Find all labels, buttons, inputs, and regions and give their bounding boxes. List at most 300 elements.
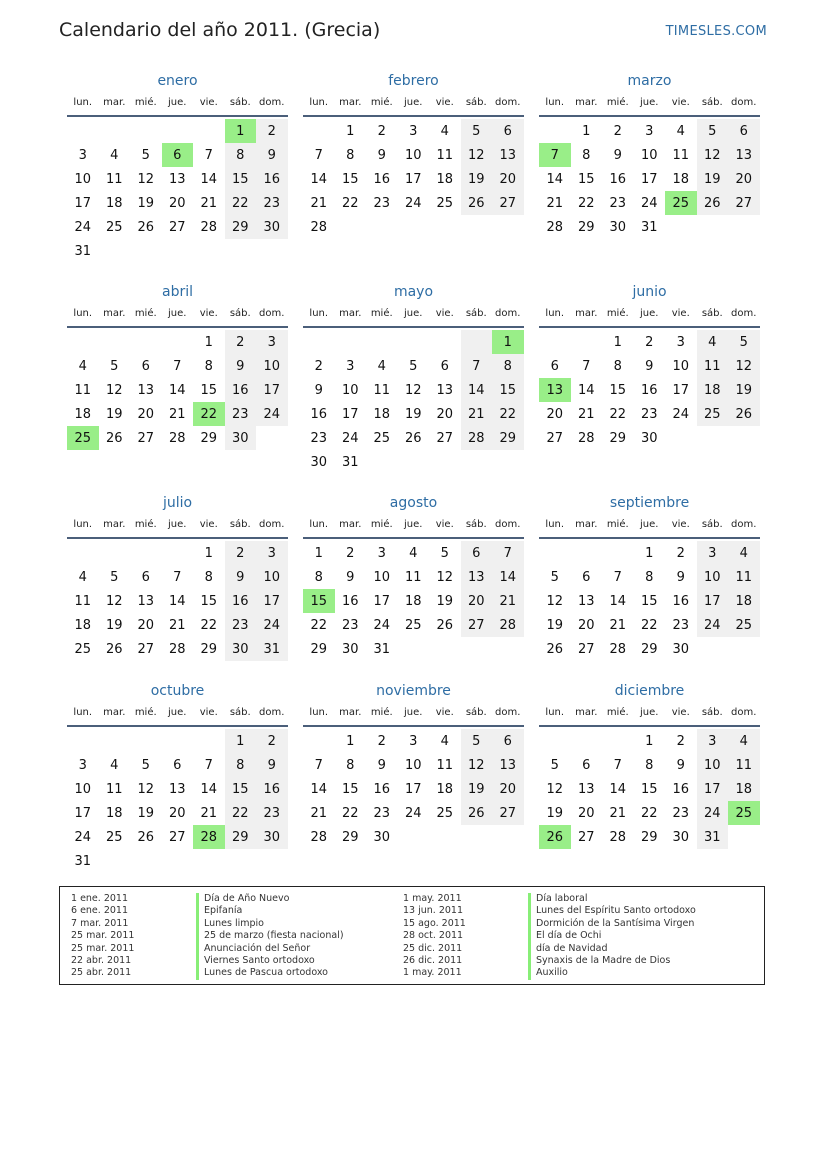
day-cell: 6 [440, 358, 449, 374]
day-cell: 2 [377, 123, 386, 139]
month-name: julio [162, 495, 193, 511]
day-cell: 11 [436, 757, 454, 773]
day-cell: 30 [256, 215, 288, 239]
day-cell: 5 [110, 569, 119, 585]
day-cell: 21 [609, 617, 627, 633]
day-cell: 4 [110, 757, 119, 773]
day-cell: 26 [105, 641, 123, 657]
day-cell: 15 [225, 777, 257, 801]
weekday-label: vie. [199, 308, 218, 319]
day-cell: 30 [672, 829, 690, 845]
day-cell: 24 [640, 195, 658, 211]
weekday-label: jue. [404, 308, 423, 319]
day-cell: 21 [168, 617, 186, 633]
legend-holiday-name: Viernes Santo ortodoxo [196, 955, 344, 967]
legend-date: 7 mar. 2011 [71, 917, 129, 929]
weekday-label: mié. [606, 97, 629, 108]
empty-cell [130, 541, 162, 565]
empty-cell [602, 729, 634, 753]
day-cell: 21 [168, 406, 186, 422]
empty-cell [539, 119, 571, 143]
day-cell: 5 [550, 569, 559, 585]
day-cell: 12 [546, 781, 564, 797]
weekday-label: mié. [134, 308, 157, 319]
day-cell: 30 [640, 430, 658, 446]
day-cell: 12 [546, 593, 564, 609]
day-cell: 14 [609, 593, 627, 609]
day-cell: 6 [728, 119, 760, 143]
weekday-label: sáb. [229, 707, 251, 718]
month-name: octubre [150, 683, 205, 699]
day-cell: 3 [256, 330, 288, 354]
empty-cell [366, 330, 398, 354]
day-grid [67, 119, 288, 263]
day-cell: 15 [200, 593, 218, 609]
day-cell: 1 [645, 545, 654, 561]
day-cell: 30 [341, 641, 359, 657]
day-cell: 9 [225, 565, 257, 589]
day-cell: 3 [346, 358, 355, 374]
day-cell: 22 [609, 406, 627, 422]
holiday-day-cell: 13 [539, 378, 571, 402]
day-cell: 10 [256, 565, 288, 589]
weekday-header [303, 308, 524, 328]
day-grid [539, 119, 760, 239]
day-grid [539, 729, 760, 849]
day-cell: 6 [461, 541, 493, 565]
day-cell: 27 [728, 191, 760, 215]
day-cell: 5 [461, 119, 493, 143]
day-cell: 10 [404, 147, 422, 163]
day-cell: 29 [200, 641, 218, 657]
weekday-label: vie. [199, 519, 218, 530]
weekday-label: mar. [103, 519, 126, 530]
month-name: septiembre [609, 495, 690, 511]
day-cell: 2 [346, 545, 355, 561]
legend-date: 6 ene. 2011 [71, 905, 128, 917]
day-cell: 2 [676, 733, 685, 749]
day-cell: 12 [137, 171, 155, 187]
day-cell: 16 [225, 378, 257, 402]
day-cell: 30 [609, 219, 627, 235]
legend-holiday-name: Epifanía [196, 905, 344, 917]
day-cell: 28 [577, 430, 595, 446]
day-cell: 8 [314, 569, 323, 585]
day-cell: 28 [609, 641, 627, 657]
day-cell: 11 [697, 354, 729, 378]
day-cell: 31 [341, 454, 359, 470]
day-cell: 19 [404, 406, 422, 422]
legend-date: 1 may. 2011 [403, 893, 462, 904]
day-cell: 21 [492, 589, 524, 613]
day-cell: 26 [546, 641, 564, 657]
day-cell: 23 [225, 613, 257, 637]
day-cell: 5 [461, 729, 493, 753]
page-title: Calendario del año 2011. (Grecia) [59, 19, 381, 41]
day-cell: 25 [373, 430, 391, 446]
day-cell: 23 [373, 805, 391, 821]
day-cell: 31 [256, 637, 288, 661]
day-cell: 1 [613, 334, 622, 350]
month-name: agosto [389, 495, 438, 511]
day-cell: 13 [728, 143, 760, 167]
day-cell: 3 [676, 334, 685, 350]
weekday-label: vie. [199, 97, 218, 108]
day-cell: 5 [440, 545, 449, 561]
day-cell: 29 [640, 829, 658, 845]
weekday-label: jue. [640, 97, 659, 108]
day-cell: 9 [613, 147, 622, 163]
day-cell: 7 [613, 569, 622, 585]
month-mayo [303, 284, 524, 474]
day-cell: 3 [256, 541, 288, 565]
day-cell: 27 [492, 191, 524, 215]
day-cell: 19 [461, 167, 493, 191]
day-cell: 16 [609, 171, 627, 187]
day-cell: 18 [436, 781, 454, 797]
day-cell: 18 [74, 617, 92, 633]
day-cell: 4 [78, 358, 87, 374]
weekday-header [303, 97, 524, 117]
day-cell: 17 [697, 777, 729, 801]
day-cell: 21 [200, 195, 218, 211]
weekday-label: mar. [339, 97, 362, 108]
weekday-label: mar. [339, 519, 362, 530]
month-julio [67, 495, 288, 661]
day-cell: 20 [577, 617, 595, 633]
day-cell: 26 [137, 219, 155, 235]
legend-holiday-name: Lunes de Pascua ortodoxo [196, 967, 344, 979]
weekday-label: lun. [545, 308, 565, 319]
day-cell: 2 [256, 119, 288, 143]
day-cell: 17 [256, 378, 288, 402]
day-cell: 1 [204, 545, 213, 561]
brand-logo[interactable]: TIMESLES.COM [665, 24, 767, 39]
weekday-label: jue. [168, 519, 187, 530]
day-cell: 22 [200, 617, 218, 633]
day-cell: 18 [728, 777, 760, 801]
day-cell: 27 [546, 430, 564, 446]
day-cell: 18 [404, 593, 422, 609]
day-cell: 5 [110, 358, 119, 374]
legend-holiday-name: Día laboral [528, 893, 696, 905]
day-cell: 11 [672, 147, 690, 163]
holiday-day-cell: 22 [193, 402, 225, 426]
day-cell: 13 [492, 143, 524, 167]
weekday-label: jue. [168, 308, 187, 319]
legend-date: 25 abr. 2011 [71, 967, 132, 979]
day-cell: 16 [256, 777, 288, 801]
day-cell: 20 [492, 777, 524, 801]
day-cell: 13 [137, 593, 155, 609]
day-cell: 19 [436, 593, 454, 609]
month-name: febrero [388, 73, 439, 89]
month-name: noviembre [376, 683, 451, 699]
day-cell: 25 [404, 617, 422, 633]
weekday-header [539, 707, 760, 727]
day-cell: 24 [341, 430, 359, 446]
day-cell: 20 [436, 406, 454, 422]
legend-date: 13 jun. 2011 [403, 905, 464, 917]
day-cell: 9 [346, 569, 355, 585]
weekday-label: lun. [73, 97, 93, 108]
day-cell: 13 [168, 781, 186, 797]
weekday-header [67, 308, 288, 328]
legend-date: 1 ene. 2011 [71, 893, 128, 904]
day-cell: 9 [256, 143, 288, 167]
day-cell: 6 [582, 569, 591, 585]
day-cell: 6 [141, 569, 150, 585]
day-cell: 13 [168, 171, 186, 187]
day-cell: 15 [640, 781, 658, 797]
empty-cell [571, 541, 603, 565]
weekday-label: mié. [606, 308, 629, 319]
day-cell: 10 [256, 354, 288, 378]
day-cell: 14 [200, 781, 218, 797]
day-grid [67, 729, 288, 873]
holiday-day-cell: 25 [67, 426, 99, 450]
day-cell: 22 [225, 801, 257, 825]
day-cell: 12 [105, 593, 123, 609]
day-cell: 13 [577, 593, 595, 609]
month-junio [539, 284, 760, 450]
day-cell: 19 [546, 617, 564, 633]
day-cell: 3 [409, 733, 418, 749]
weekday-label: sáb. [465, 97, 487, 108]
day-cell: 8 [225, 753, 257, 777]
day-cell: 15 [341, 171, 359, 187]
day-cell: 28 [546, 219, 564, 235]
weekday-label: mar. [339, 707, 362, 718]
day-cell: 29 [640, 641, 658, 657]
empty-cell [303, 119, 335, 143]
day-cell: 24 [672, 406, 690, 422]
month-name: mayo [393, 284, 434, 300]
holiday-day-cell: 15 [303, 589, 335, 613]
legend-date: 26 dic. 2011 [403, 955, 463, 967]
day-cell: 26 [697, 191, 729, 215]
day-cell: 16 [341, 593, 359, 609]
day-cell: 16 [373, 781, 391, 797]
weekday-header [303, 707, 524, 727]
day-cell: 19 [697, 167, 729, 191]
day-cell: 30 [310, 454, 328, 470]
legend-date: 22 abr. 2011 [71, 955, 132, 967]
legend-date: 15 ago. 2011 [403, 917, 466, 929]
day-cell: 18 [373, 406, 391, 422]
empty-cell [571, 729, 603, 753]
day-cell: 21 [577, 406, 595, 422]
day-cell: 29 [200, 430, 218, 446]
day-cell: 24 [697, 613, 729, 637]
weekday-label: mié. [370, 707, 393, 718]
day-cell: 20 [546, 406, 564, 422]
day-cell: 29 [492, 426, 524, 450]
empty-cell [162, 729, 194, 753]
day-cell: 13 [461, 565, 493, 589]
empty-cell [335, 330, 367, 354]
weekday-label: mié. [606, 707, 629, 718]
day-cell: 26 [728, 402, 760, 426]
day-cell: 8 [204, 569, 213, 585]
day-cell: 14 [492, 565, 524, 589]
day-cell: 12 [137, 781, 155, 797]
legend-holiday-name: Auxilio [528, 967, 696, 979]
day-cell: 27 [577, 829, 595, 845]
day-cell: 8 [225, 143, 257, 167]
day-cell: 8 [204, 358, 213, 374]
day-cell: 10 [74, 781, 92, 797]
day-cell: 31 [74, 243, 92, 259]
empty-cell [67, 729, 99, 753]
day-grid [303, 729, 524, 849]
day-cell: 14 [609, 781, 627, 797]
weekday-label: jue. [640, 707, 659, 718]
weekday-label: sáb. [229, 519, 251, 530]
day-cell: 14 [200, 171, 218, 187]
legend-holiday-name: Dormición de la Santísima Virgen [528, 918, 696, 930]
day-grid [67, 330, 288, 450]
day-cell: 22 [341, 195, 359, 211]
weekday-label: jue. [640, 519, 659, 530]
weekday-label: dom. [259, 707, 285, 718]
day-cell: 7 [492, 541, 524, 565]
weekday-label: sáb. [701, 97, 723, 108]
empty-cell [461, 330, 493, 354]
weekday-label: vie. [671, 519, 690, 530]
day-cell: 14 [546, 171, 564, 187]
day-cell: 24 [404, 195, 422, 211]
day-cell: 20 [137, 617, 155, 633]
weekday-label: mié. [370, 519, 393, 530]
day-cell: 21 [310, 805, 328, 821]
day-cell: 22 [492, 402, 524, 426]
day-cell: 28 [168, 430, 186, 446]
day-cell: 3 [377, 545, 386, 561]
weekday-label: lun. [309, 97, 329, 108]
day-cell: 6 [582, 757, 591, 773]
day-cell: 10 [74, 171, 92, 187]
weekday-label: lun. [309, 308, 329, 319]
day-cell: 2 [676, 545, 685, 561]
day-cell: 21 [200, 805, 218, 821]
weekday-header [67, 707, 288, 727]
day-cell: 18 [105, 195, 123, 211]
day-cell: 4 [110, 147, 119, 163]
day-cell: 27 [137, 430, 155, 446]
day-cell: 6 [141, 358, 150, 374]
day-cell: 23 [640, 406, 658, 422]
day-cell: 19 [137, 195, 155, 211]
day-cell: 15 [225, 167, 257, 191]
day-cell: 12 [461, 143, 493, 167]
day-cell: 1 [582, 123, 591, 139]
day-cell: 16 [310, 406, 328, 422]
weekday-label: lun. [545, 519, 565, 530]
day-cell: 23 [609, 195, 627, 211]
holiday-day-cell: 28 [193, 825, 225, 849]
weekday-label: mié. [370, 97, 393, 108]
day-cell: 11 [373, 382, 391, 398]
day-cell: 2 [256, 729, 288, 753]
weekday-label: dom. [731, 519, 757, 530]
day-cell: 30 [256, 825, 288, 849]
day-cell: 3 [78, 757, 87, 773]
empty-cell [539, 541, 571, 565]
empty-cell [539, 729, 571, 753]
day-cell: 2 [645, 334, 654, 350]
day-cell: 7 [613, 757, 622, 773]
day-cell: 25 [105, 829, 123, 845]
day-cell: 18 [672, 171, 690, 187]
day-cell: 17 [404, 781, 422, 797]
day-cell: 12 [461, 753, 493, 777]
day-cell: 12 [105, 382, 123, 398]
empty-cell [67, 541, 99, 565]
weekday-label: mar. [575, 308, 598, 319]
day-cell: 19 [546, 805, 564, 821]
weekday-label: lun. [73, 519, 93, 530]
day-cell: 23 [225, 402, 257, 426]
day-cell: 28 [492, 613, 524, 637]
day-cell: 5 [141, 147, 150, 163]
weekday-label: sáb. [701, 308, 723, 319]
day-cell: 29 [609, 430, 627, 446]
day-cell: 13 [137, 382, 155, 398]
month-febrero [303, 73, 524, 239]
weekday-header [67, 519, 288, 539]
day-cell: 20 [492, 167, 524, 191]
day-cell: 13 [577, 781, 595, 797]
legend-holiday-name: Anunciación del Señor [196, 943, 344, 955]
day-cell: 29 [225, 215, 257, 239]
weekday-label: sáb. [465, 519, 487, 530]
day-cell: 3 [409, 123, 418, 139]
day-cell: 15 [200, 382, 218, 398]
day-cell: 26 [105, 430, 123, 446]
day-cell: 9 [676, 569, 685, 585]
holiday-day-cell: 25 [665, 191, 697, 215]
day-cell: 2 [314, 358, 323, 374]
day-cell: 8 [346, 147, 355, 163]
day-cell: 14 [310, 781, 328, 797]
day-cell: 20 [577, 805, 595, 821]
day-cell: 29 [341, 829, 359, 845]
day-grid [303, 330, 524, 474]
weekday-label: dom. [495, 519, 521, 530]
legend-dates-right [403, 893, 466, 980]
day-cell: 9 [225, 354, 257, 378]
weekday-label: vie. [435, 308, 454, 319]
day-cell: 8 [582, 147, 591, 163]
day-cell: 8 [492, 354, 524, 378]
day-cell: 23 [672, 617, 690, 633]
day-cell: 11 [436, 147, 454, 163]
weekday-label: sáb. [229, 97, 251, 108]
day-cell: 22 [341, 805, 359, 821]
day-cell: 19 [137, 805, 155, 821]
day-cell: 18 [728, 589, 760, 613]
day-cell: 12 [436, 569, 454, 585]
month-name: diciembre [614, 683, 685, 699]
weekday-label: mié. [370, 308, 393, 319]
day-cell: 17 [373, 593, 391, 609]
weekday-label: lun. [309, 707, 329, 718]
empty-cell [162, 330, 194, 354]
weekday-label: dom. [259, 308, 285, 319]
day-cell: 28 [609, 829, 627, 845]
day-cell: 17 [341, 406, 359, 422]
